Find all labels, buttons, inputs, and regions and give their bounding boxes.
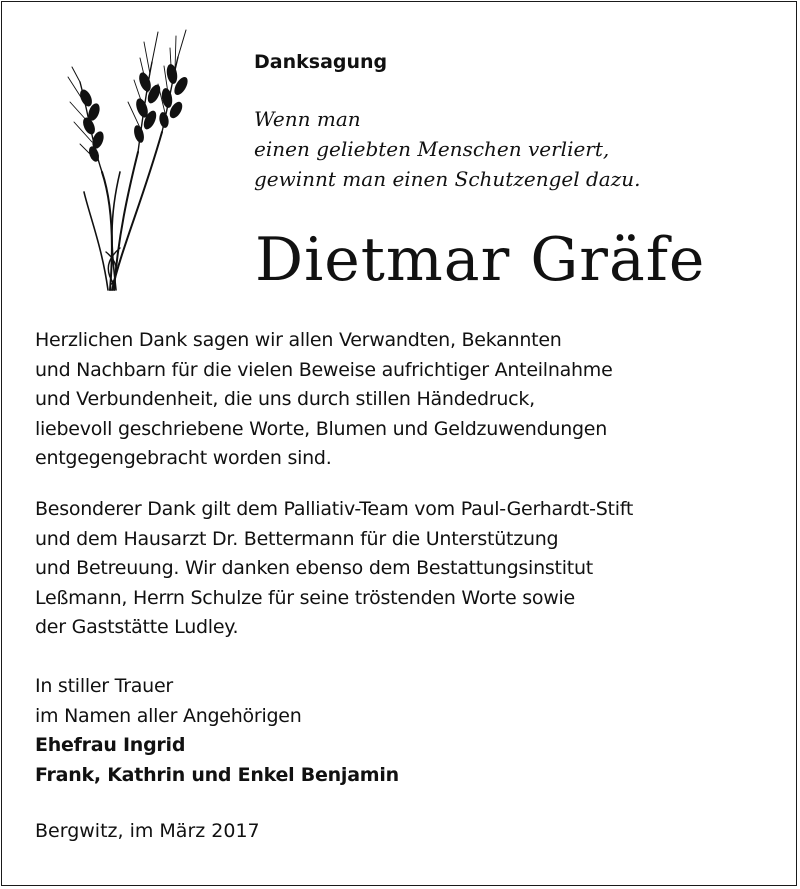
text-line: Besonderer Dank gilt dem Palliativ-Team vom Paul-Gerhardt-Stift	[35, 498, 634, 520]
wheat-ears-icon	[62, 22, 192, 292]
place-date: Bergwitz, im März 2017	[35, 820, 260, 842]
signature-intro: im Namen aller Angehörigen	[35, 704, 302, 727]
text-line: entgegengebracht worden sind.	[35, 447, 332, 470]
deceased-name: Dietmar Gräfe	[255, 225, 706, 295]
mourner-name: Ehefrau Ingrid	[35, 734, 186, 757]
text-line: und Nachbarn für die vielen Beweise aufrichtiger Anteilnahme	[35, 358, 613, 381]
text-line: und Verbundenheit, die uns durch stillen Händedruck,	[35, 388, 535, 411]
special-thanks-paragraph	[35, 495, 633, 643]
text-line: Leßmann, Herrn Schulze für seine tröstenden Worte sowie	[35, 586, 575, 609]
text-line: und Betreuung. Wir danken ebenso dem Bestattungsinstitut	[35, 557, 593, 580]
quote-line: Wenn man	[254, 107, 361, 131]
thanks-paragraph	[35, 326, 613, 474]
signature-intro: In stiller Trauer	[35, 675, 173, 697]
mourner-name: Frank, Kathrin und Enkel Benjamin	[35, 763, 399, 786]
notice-heading: Danksagung	[254, 51, 388, 73]
memorial-quote	[254, 104, 640, 194]
signature-block	[35, 672, 399, 790]
text-line: der Gaststätte Ludley.	[35, 616, 239, 639]
text-line: liebevoll geschriebene Worte, Blumen und Geldzuwendungen	[35, 417, 608, 440]
text-line: und dem Hausarzt Dr. Bettermann für die Unterstützung	[35, 527, 559, 550]
quote-line: gewinnt man einen Schutzengel dazu.	[254, 167, 641, 191]
text-line: Herzlichen Dank sagen wir allen Verwandten, Bekannten	[35, 329, 562, 351]
quote-line: einen geliebten Menschen verliert,	[254, 137, 610, 161]
